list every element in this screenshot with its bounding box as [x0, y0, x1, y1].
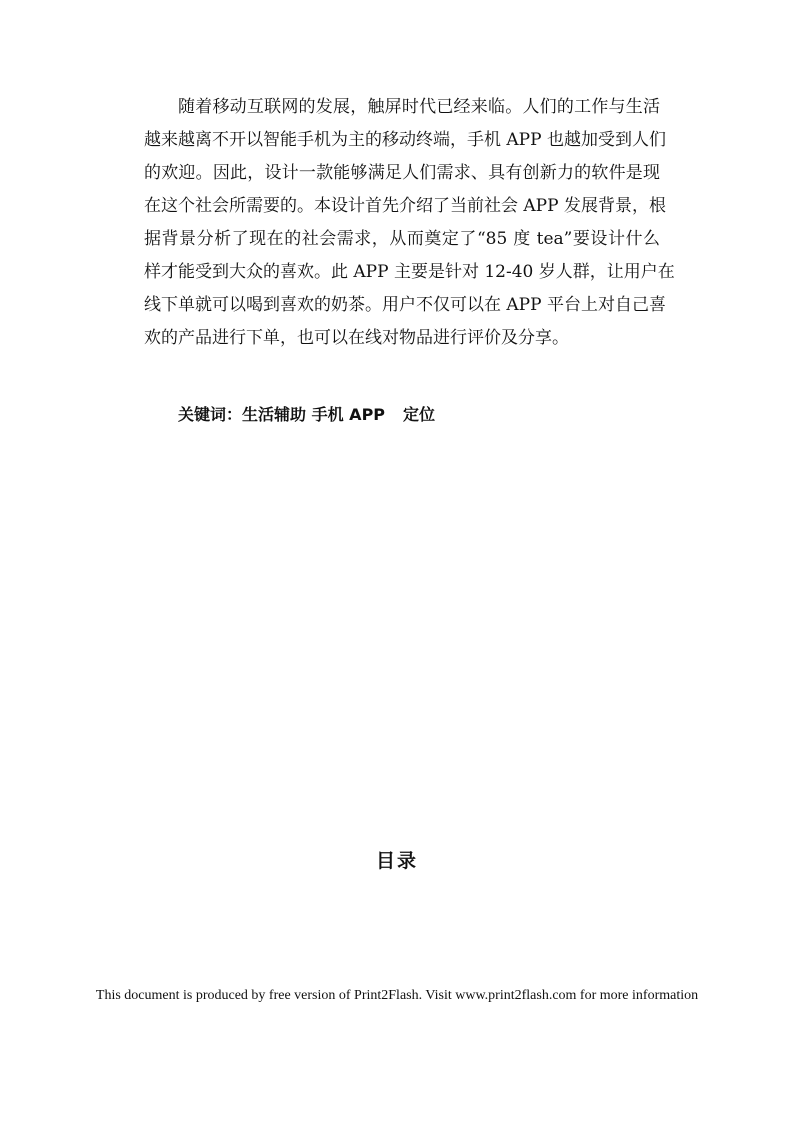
- abstract-line-1: 随着移动互联网的发展，触屏时代已经来临。人们的工作与生活: [178, 97, 660, 117]
- abstract-line-6: 样才能受到大众的喜欢。此 APP 主要是针对 12-40 岁人群，让用户在: [144, 262, 675, 282]
- abstract-line-4: 在这个社会所需要的。本设计首先介绍了当前社会 APP 发展背景，根: [144, 196, 666, 216]
- abstract-line-2: 越来越离不开以智能手机为主的移动终端，手机 APP 也越加受到人们: [144, 130, 666, 150]
- keywords-line: [178, 398, 435, 431]
- abstract-line-5: 据背景分析了现在的社会需求，从而奠定了“85 度 tea”要设计什么: [144, 229, 660, 249]
- abstract-line-7: 线下单就可以喝到喜欢的奶茶。用户不仅可以在 APP 平台上对自己喜: [144, 295, 666, 315]
- abstract-line-3: 的欢迎。因此，设计一款能够满足人们需求、具有创新力的软件是现: [144, 163, 660, 183]
- keyword-item: 定位: [403, 405, 436, 424]
- abstract-paragraph: [144, 91, 675, 355]
- footer-notice: This document is produced by free version of Print2Flash. Visit www.print2flash.com for more information: [95, 988, 699, 1003]
- keywords-label: 关键词：: [178, 405, 243, 424]
- keyword-item: 生活辅助: [242, 405, 307, 424]
- toc-title: 目录: [375, 850, 418, 872]
- keyword-item: 手机 APP: [311, 405, 386, 424]
- abstract-line-8: 欢的产品进行下单，也可以在线对物品进行评价及分享。: [144, 328, 569, 348]
